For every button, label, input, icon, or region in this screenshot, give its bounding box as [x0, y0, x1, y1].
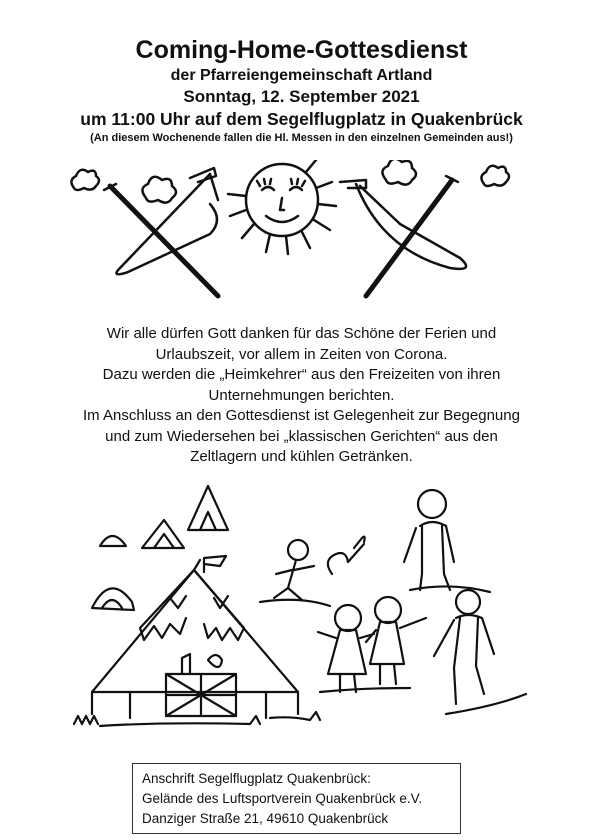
girls-icon	[318, 597, 426, 692]
tent-icon	[188, 486, 228, 530]
boy-icon	[434, 590, 526, 714]
event-date: Sonntag, 12. September 2021	[183, 87, 420, 106]
big-tent-icon	[92, 556, 298, 718]
cloud-icon	[382, 160, 416, 185]
text-line: Urlaubszeit, vor allem in Zeiten von Corona.	[155, 345, 448, 363]
sun-icon	[228, 160, 336, 254]
subtitle: der Pfarreiengemeinschaft Artland	[170, 67, 433, 84]
glider-right-icon	[340, 176, 466, 296]
text-line: Wir alle dürfen Gott danken für das Schöne der Ferien und	[106, 325, 497, 342]
grass-line	[74, 712, 320, 726]
cloud-icon	[142, 177, 176, 203]
person-icon	[404, 490, 490, 592]
text-line: und zum Wiedersehen bei „klassischen Gerichten“ aus den	[105, 427, 498, 445]
cloud-icon	[481, 166, 509, 186]
event-time-place: um 11:00 Uhr auf dem Segelflugplatz in Quakenbrück	[80, 109, 523, 129]
header	[0, 34, 603, 146]
address-box	[132, 763, 461, 834]
child-with-guitar-icon	[260, 537, 365, 606]
sun-gliders-drawing	[60, 160, 550, 310]
tent-icon	[100, 536, 126, 546]
camp-tents-people-drawing	[70, 478, 540, 740]
address-line: Danziger Straße 21, 49610 Quakenbrück	[142, 811, 389, 826]
tent-icon	[142, 520, 184, 548]
text-line: Dazu werden die „Heimkehrer“ aus den Freizeiten von ihren	[102, 366, 501, 383]
tent-icon	[92, 588, 134, 610]
page-title: Coming-Home-Gottesdienst	[135, 36, 468, 64]
text-line: Unternehmungen berichten.	[208, 386, 395, 404]
address-line: Gelände des Luftsportverein Quakenbrück e.V.	[142, 791, 423, 806]
event-note: (An diesem Wochenende fallen die Hl. Messen in den einzelnen Gemeinden aus!)	[90, 132, 513, 144]
invitation-text	[0, 324, 603, 468]
glider-left-icon	[104, 168, 218, 296]
cloud-icon	[71, 170, 99, 190]
address-line: Anschrift Segelflugplatz Quakenbrück:	[142, 771, 371, 786]
text-line: Im Anschluss an den Gottesdienst ist Gelegenheit zur Begegnung	[83, 407, 520, 424]
text-line: Zeltlagern und kühlen Getränken.	[190, 448, 413, 465]
